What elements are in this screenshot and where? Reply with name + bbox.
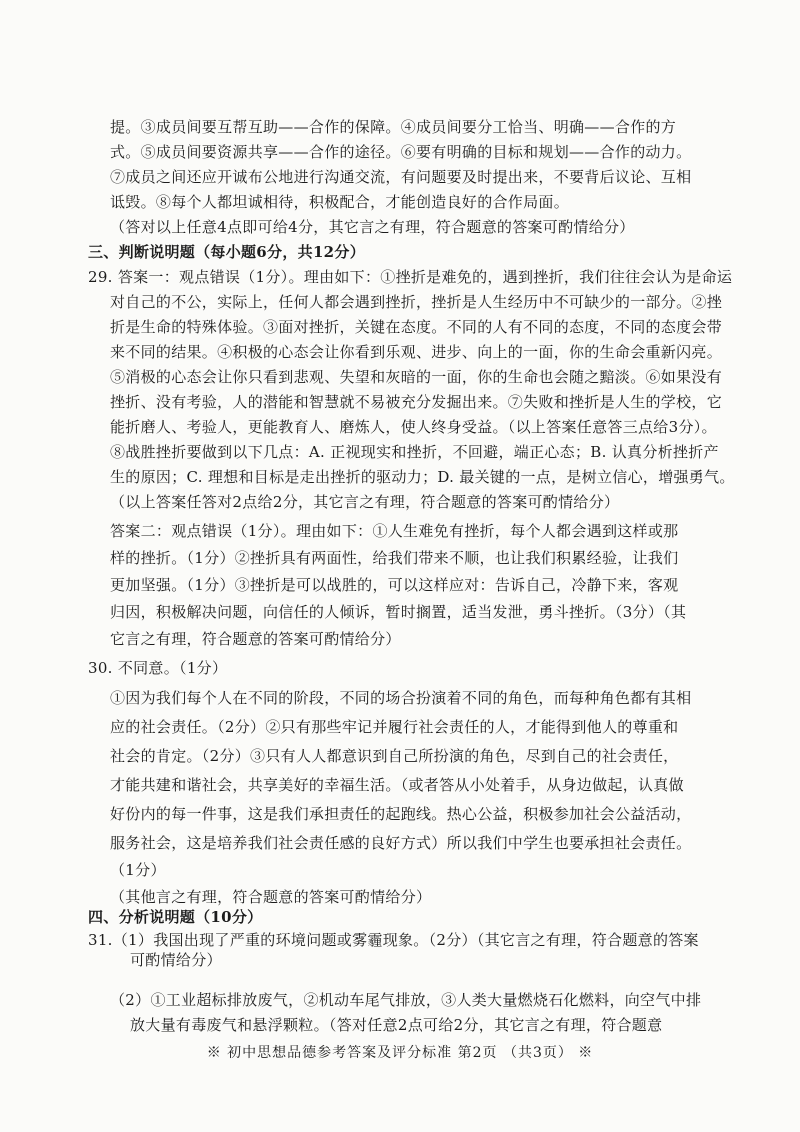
q30-scoring-note: （其他言之有理，符合题意的答案可酌情给分） xyxy=(110,888,432,906)
q30-line-7: 服务社会，这是培养我们社会责任感的良好方式）所以我们中学生也要承担社会责任。 xyxy=(110,834,692,852)
q30-line-2: ①因为我们每个人在不同的阶段，不同的场合扮演着不同的角色，而每种角色都有其相 xyxy=(110,689,692,707)
q31-line-3: （2）①工业超标排放废气，②机动车尾气排放，③人类大量燃烧石化燃料，向空气中排 xyxy=(110,991,702,1009)
q29-scoring-note: （以上答案任答对2点给2分，其它言之有理，符合题意的答案可酌情给分） xyxy=(110,493,620,511)
prev-answer-line-3: ⑦成员之间还应开诚布公地进行沟通交流，有问题要及时提出来，不要背后议论、互相 xyxy=(110,168,692,186)
section-4-heading: 四、分析说明题（10分） xyxy=(88,908,263,926)
q29-line-9: 生的原因；C. 理想和目标是走出挫折的驱动力；D. 最关键的一点，是树立信心，增强勇气。 xyxy=(110,468,735,486)
q29-answer2-line-2: 样的挫折。（1分）②挫折具有两面性，给我们带来不顺，也让我们积累经验，让我们 xyxy=(110,549,679,567)
prev-answer-line-4: 诋毁。⑧每个人都坦诚相待，积极配合，才能创造良好的合作局面。 xyxy=(110,193,570,211)
q30-line-5: 才能共建和谐社会，共享美好的幸福生活。（或者答从小处着手，从身边做起，认真做 xyxy=(110,776,684,794)
q29-line-3: 折是生命的特殊体验。③面对挫折，关键在态度。不同的人有不同的态度，不同的态度会带 xyxy=(110,318,723,336)
q29-answer2-line-5: 它言之有理，符合题意的答案可酌情给分） xyxy=(110,630,401,648)
q31-line-2: 可酌情给分） xyxy=(130,951,222,969)
q30-line-1: 30. 不同意。（1分） xyxy=(88,659,228,677)
prev-scoring-note: （答对以上任意4点即可给4分，其它言之有理，符合题意的答案可酌情给分） xyxy=(110,218,635,236)
q29-answer2-line-1: 答案二：观点错误（1分）。理由如下：①人生难免有挫折，每个人都会遇到这样或那 xyxy=(110,522,679,540)
page-footer: ※ 初中思想品德参考答案及评分标准 第2页 （共3页） ※ xyxy=(206,1045,594,1061)
section-3-heading: 三、判断说明题（每小题6分，共12分） xyxy=(88,243,366,261)
q29-line-2: 对自己的不公，实际上，任何人都会遇到挫折，挫折是人生经历中不可缺少的一部分。②挫 xyxy=(110,293,723,311)
q29-answer2-line-4: 归因，积极解决问题，向信任的人倾诉，暂时搁置，适当发泄，勇斗挫折。（3分）（其 xyxy=(110,603,687,621)
q29-line-6: 挫折、没有考验，人的潜能和智慧就不易被充分发掘出来。⑦失败和挫折是人生的学校，它 xyxy=(110,393,723,411)
q29-line-7: 能折磨人、考验人，更能教育人、磨炼人，使人终身受益。（以上答案任意答三点给3分）。 xyxy=(110,418,717,436)
q29-line-8: ⑧战胜挫折要做到以下几点：A. 正视现实和挫折，不回避，端正心态；B. 认真分析挫折产 xyxy=(110,443,719,461)
q29-line-4: 来不同的结果。④积极的心态会让你看到乐观、进步、向上的一面，你的生命会重新闪亮。 xyxy=(110,343,723,361)
q29-line-5: ⑤消极的心态会让你只看到悲观、失望和灰暗的一面，你的生命也会随之黯淡。⑥如果没有 xyxy=(110,368,723,386)
q30-line-4: 社会的肯定。（2分）③只有人人都意识到自己所扮演的角色，尽到自己的社会责任， xyxy=(110,747,679,765)
q30-line-8: （1分） xyxy=(110,861,166,879)
q29-line-1: 29. 答案一：观点错误（1分）。理由如下：①挫折是难免的，遇到挫折，我们往往会认为是命运 xyxy=(88,268,733,286)
q31-line-4: 放大量有毒废气和悬浮颗粒。（答对任意2点可给2分，其它言之有理，符合题意 xyxy=(130,1016,663,1034)
prev-answer-line-1: 提。③成员间要互帮互助——合作的保障。④成员间要分工恰当、明确——合作的方 xyxy=(110,118,677,136)
q31-line-1: 31.（1）我国出现了严重的环境问题或雾霾现象。（2分）（其它言之有理，符合题意的答案 xyxy=(88,931,699,949)
q30-line-3: 应的社会责任。（2分）②只有那些牢记并履行社会责任的人，才能得到他人的尊重和 xyxy=(110,718,679,736)
q29-answer2-line-3: 更加坚强。（1分）③挫折是可以战胜的，可以这样应对：告诉自己，冷静下来，客观 xyxy=(110,576,679,594)
prev-answer-line-2: 式。⑤成员间要资源共享——合作的途径。⑥要有明确的目标和规划——合作的动力。 xyxy=(110,143,692,161)
q30-line-6: 好份内的每一件事，这是我们承担责任的起跑线。热心公益，积极参加社会公益活动， xyxy=(110,805,692,823)
